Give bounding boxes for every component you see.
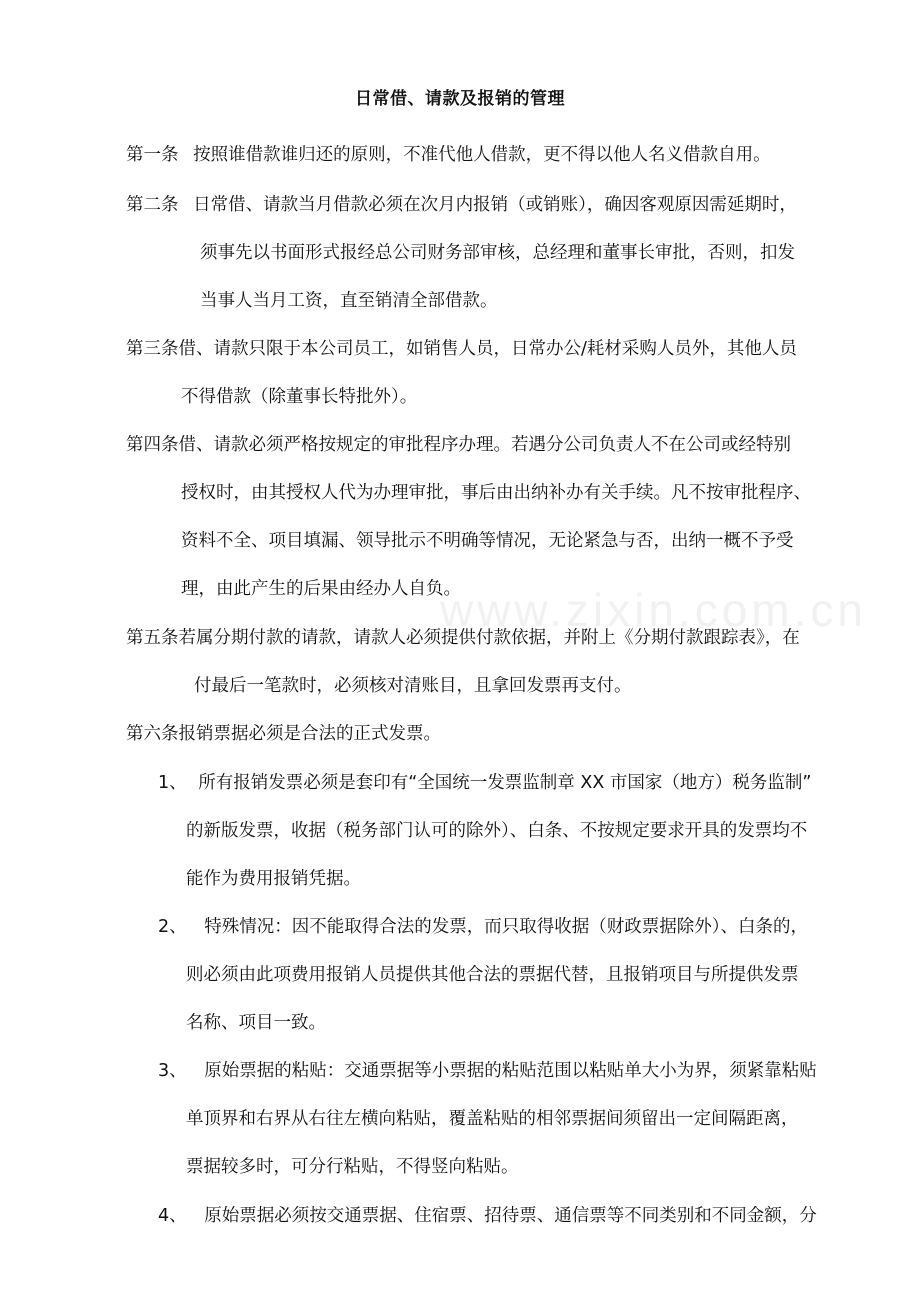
item-3-line-2: 单顶界和右界从右往左横向粘贴，覆盖粘贴的相邻票据间须留出一定间隔距离， <box>186 1109 799 1129</box>
item-number: 1、 <box>158 773 187 793</box>
document-title: 日常借、请款及报销的管理 <box>355 89 565 109</box>
item-2-line-2: 则必须由此项费用报销人员提供其他合法的票据代替，且报销项目与所提供发票 <box>186 965 799 985</box>
item-text: 特殊情况：因不能取得合法的发票，而只取得收据（财政票据除外）、白条的， <box>204 917 808 937</box>
item-number: 4、 <box>158 1206 187 1226</box>
article-text: 按照谁借款谁归还的原则，不准代他人借款，更不得以他人名义借款自用。 <box>193 145 771 165</box>
item-1-line-2: 的新版发票，收据（税务部门认可的除外）、白条、不按规定要求开具的发票均不 <box>186 821 808 841</box>
article-number: 第六条 <box>126 724 179 744</box>
article-number: 第二条 <box>126 195 179 215</box>
item-2-line-3: 名称、项目一致。 <box>186 1013 326 1033</box>
article-number: 第三条 <box>126 339 179 359</box>
article-4-line-3: 资料不全、项目填漏、领导批示不明确等情况，无论紧急与否，出纳一概不予受 <box>181 531 794 551</box>
watermark: www.zixin.com.cn <box>440 584 867 636</box>
item-3-line-1 <box>158 1059 817 1083</box>
article-3-line-2: 不得借款（除董事长特批外）。 <box>181 387 418 407</box>
article-5-line-2: 付最后一笔款时，必须核对清账目，且拿回发票再支付。 <box>194 676 632 696</box>
item-number: 2、 <box>158 917 187 937</box>
article-2-line-2: 须事先以书面形式报经总公司财务部审核，总经理和董事长审批，否则，扣发 <box>200 243 795 263</box>
article-number: 第一条 <box>126 145 179 165</box>
item-3-line-3: 票据较多时，可分行粘贴，不得竖向粘贴。 <box>186 1157 519 1177</box>
article-4-line-1 <box>126 433 791 457</box>
item-2-line-1 <box>158 915 808 939</box>
article-3-line-1 <box>126 337 797 361</box>
article-text: 若属分期付款的请款，请款人必须提供付款依据，并附上《分期付款跟踪表》，在 <box>178 628 800 648</box>
article-5-line-1 <box>126 626 800 650</box>
article-1-line-1 <box>126 143 771 167</box>
article-6-line-1 <box>126 722 441 746</box>
item-text: 所有报销发票必须是套印有“全国统一发票监制章 XX 市国家（地方）税务监制” <box>198 773 812 793</box>
article-2-line-1 <box>126 193 797 217</box>
article-text: 借、请款只限于本公司员工，如销售人员，日常办公/耗材采购人员外，其他人员 <box>178 339 797 359</box>
item-1-line-3: 能作为费用报销凭据。 <box>186 869 361 889</box>
item-4-line-1 <box>158 1204 817 1228</box>
item-text: 原始票据的粘贴：交通票据等小票据的粘贴范围以粘贴单大小为界，须紧靠粘贴 <box>204 1061 817 1081</box>
item-number: 3、 <box>158 1061 187 1081</box>
article-text: 日常借、请款当月借款必须在次月内报销（或销账），确因客观原因需延期时， <box>193 195 797 215</box>
item-1-line-1 <box>158 771 811 795</box>
article-2-line-3: 当事人当月工资，直至销清全部借款。 <box>200 291 498 311</box>
article-number: 第五条 <box>126 628 179 648</box>
item-text: 原始票据必须按交通票据、住宿票、招待票、通信票等不同类别和不同金额，分 <box>204 1206 817 1226</box>
article-4-line-2: 授权时，由其授权人代为办理审批，事后由出纳补办有关手续。凡不按审批程序、 <box>181 483 811 503</box>
article-text: 报销票据必须是合法的正式发票。 <box>178 724 441 744</box>
article-text: 借、请款必须严格按规定的审批程序办理。若遇分公司负责人不在公司或经特别 <box>178 435 791 455</box>
article-4-line-4: 理，由此产生的后果由经办人自负。 <box>181 579 461 599</box>
article-number: 第四条 <box>126 435 179 455</box>
